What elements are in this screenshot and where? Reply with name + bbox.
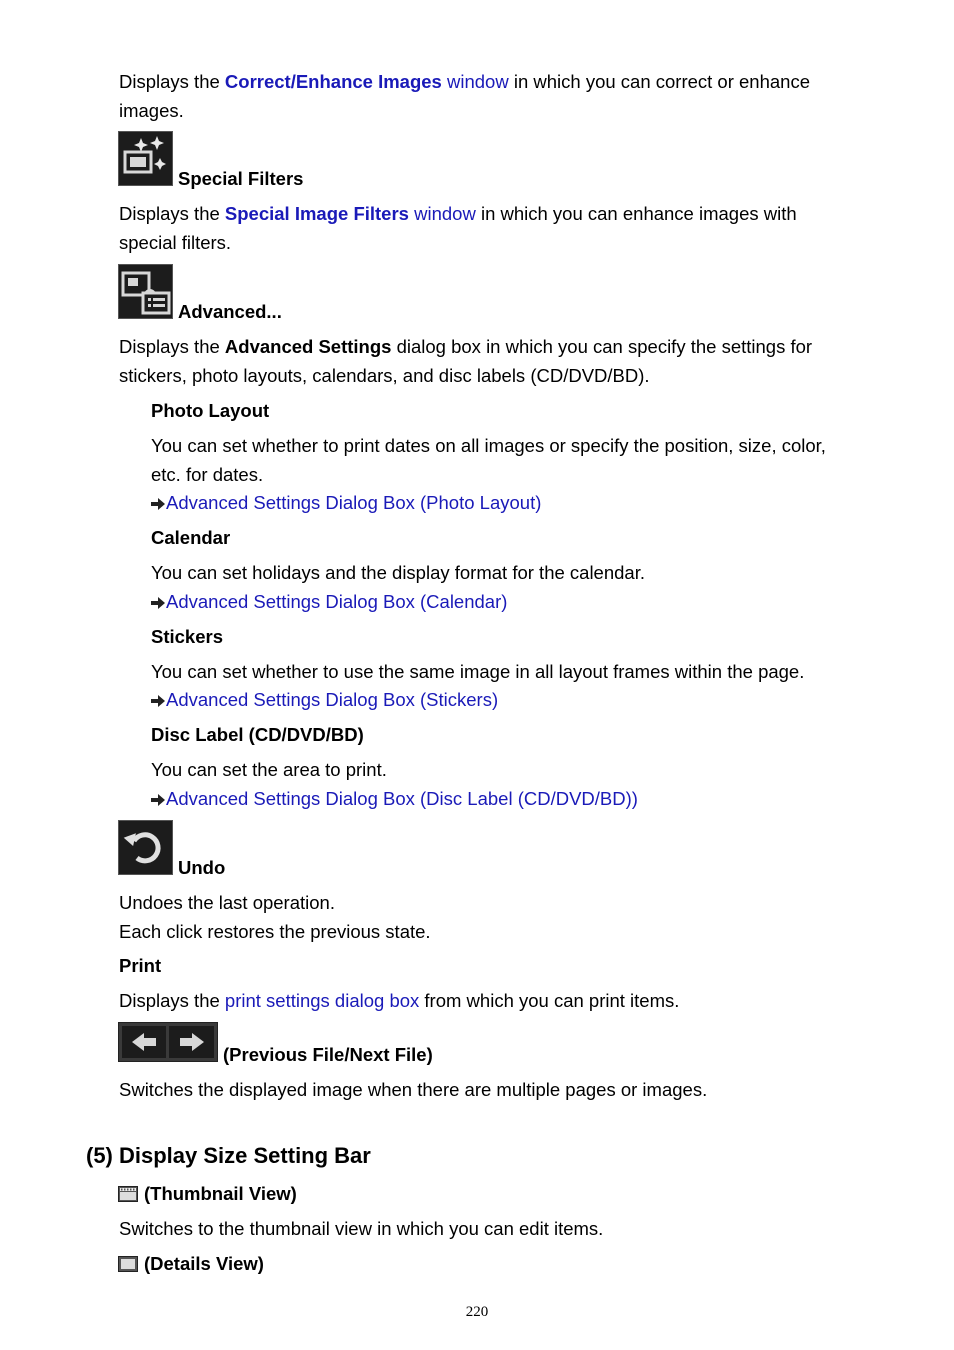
undo-desc: Undoes the last operation. Each click restores the previous state.: [119, 892, 431, 942]
next-file-button[interactable]: [169, 1026, 214, 1058]
previous-file-button[interactable]: [122, 1026, 166, 1058]
arrow-right-icon: [169, 1026, 214, 1058]
print-settings-link[interactable]: print settings dialog box: [224, 990, 420, 1011]
correct-enhance-window-link[interactable]: window: [441, 71, 509, 92]
advanced-label: Advanced...: [178, 301, 282, 322]
special-filters-desc: Displays the Special Image Filters window in which you can enhance images with special filters.: [119, 203, 797, 253]
calendar-link[interactable]: Advanced Settings Dialog Box (Calendar): [151, 587, 507, 616]
calendar-title: Calendar: [151, 527, 231, 548]
undo-icon: [118, 820, 173, 875]
intro-paragraph: Displays the Correct/Enhance Images window in which you can correct or enhance images.: [119, 71, 811, 121]
thumbnail-view-desc: Switches to the thumbnail view in which you can edit items.: [119, 1218, 604, 1239]
stickers-link[interactable]: Advanced Settings Dialog Box (Stickers): [151, 685, 498, 714]
section-heading: (5) Display Size Setting Bar: [86, 1143, 371, 1168]
correct-enhance-images-link[interactable]: Correct/Enhance Images: [224, 71, 442, 92]
prev-next-buttons: [118, 1022, 218, 1062]
details-view-icon[interactable]: [118, 1256, 138, 1272]
arrow-right-icon: [151, 695, 165, 707]
prev-next-desc: Switches the displayed image when there are multiple pages or images.: [119, 1079, 708, 1100]
disc-label-link[interactable]: Advanced Settings Dialog Box (Disc Label (CD/DVD/BD)): [151, 784, 638, 813]
special-filters-icon: [118, 131, 173, 186]
photo-layout-desc: You can set whether to print dates on all images or specify the position, size, color, etc. for dates.: [151, 435, 826, 485]
photo-layout-title: Photo Layout: [151, 400, 270, 421]
arrow-right-icon: [151, 794, 165, 806]
thumbnail-view-icon[interactable]: [118, 1186, 138, 1202]
details-view-row: (Details View): [118, 1253, 264, 1275]
advanced-settings-icon: [118, 264, 173, 319]
calendar-desc: You can set holidays and the display format for the calendar.: [151, 562, 645, 583]
stickers-desc: You can set whether to use the same image in all layout frames within the page.: [151, 661, 805, 682]
arrow-right-icon: [151, 498, 165, 510]
advanced-desc: Displays the Advanced Settings dialog box in which you can specify the settings for stickers, photo layouts, calendars, and disc labels (CD/DVD/BD).: [119, 336, 813, 386]
special-image-filters-link[interactable]: Special Image Filters: [224, 203, 409, 224]
arrow-right-icon: [151, 597, 165, 609]
disc-label-desc: You can set the area to print.: [151, 759, 387, 780]
stickers-title: Stickers: [151, 626, 223, 647]
undo-label: Undo: [178, 857, 226, 878]
photo-layout-link[interactable]: Advanced Settings Dialog Box (Photo Layout): [151, 488, 541, 517]
special-filters-window-link[interactable]: window: [408, 203, 476, 224]
print-desc: Displays the print settings dialog box from which you can print items.: [119, 990, 680, 1011]
print-title: Print: [119, 955, 162, 976]
arrow-left-icon: [122, 1026, 166, 1058]
thumbnail-view-row: (Thumbnail View): [118, 1183, 297, 1205]
page-number: 220: [465, 1304, 489, 1320]
special-filters-label: Special Filters: [178, 168, 304, 189]
prev-next-label: (Previous File/Next File): [223, 1044, 433, 1065]
disc-label-title: Disc Label (CD/DVD/BD): [151, 724, 364, 745]
